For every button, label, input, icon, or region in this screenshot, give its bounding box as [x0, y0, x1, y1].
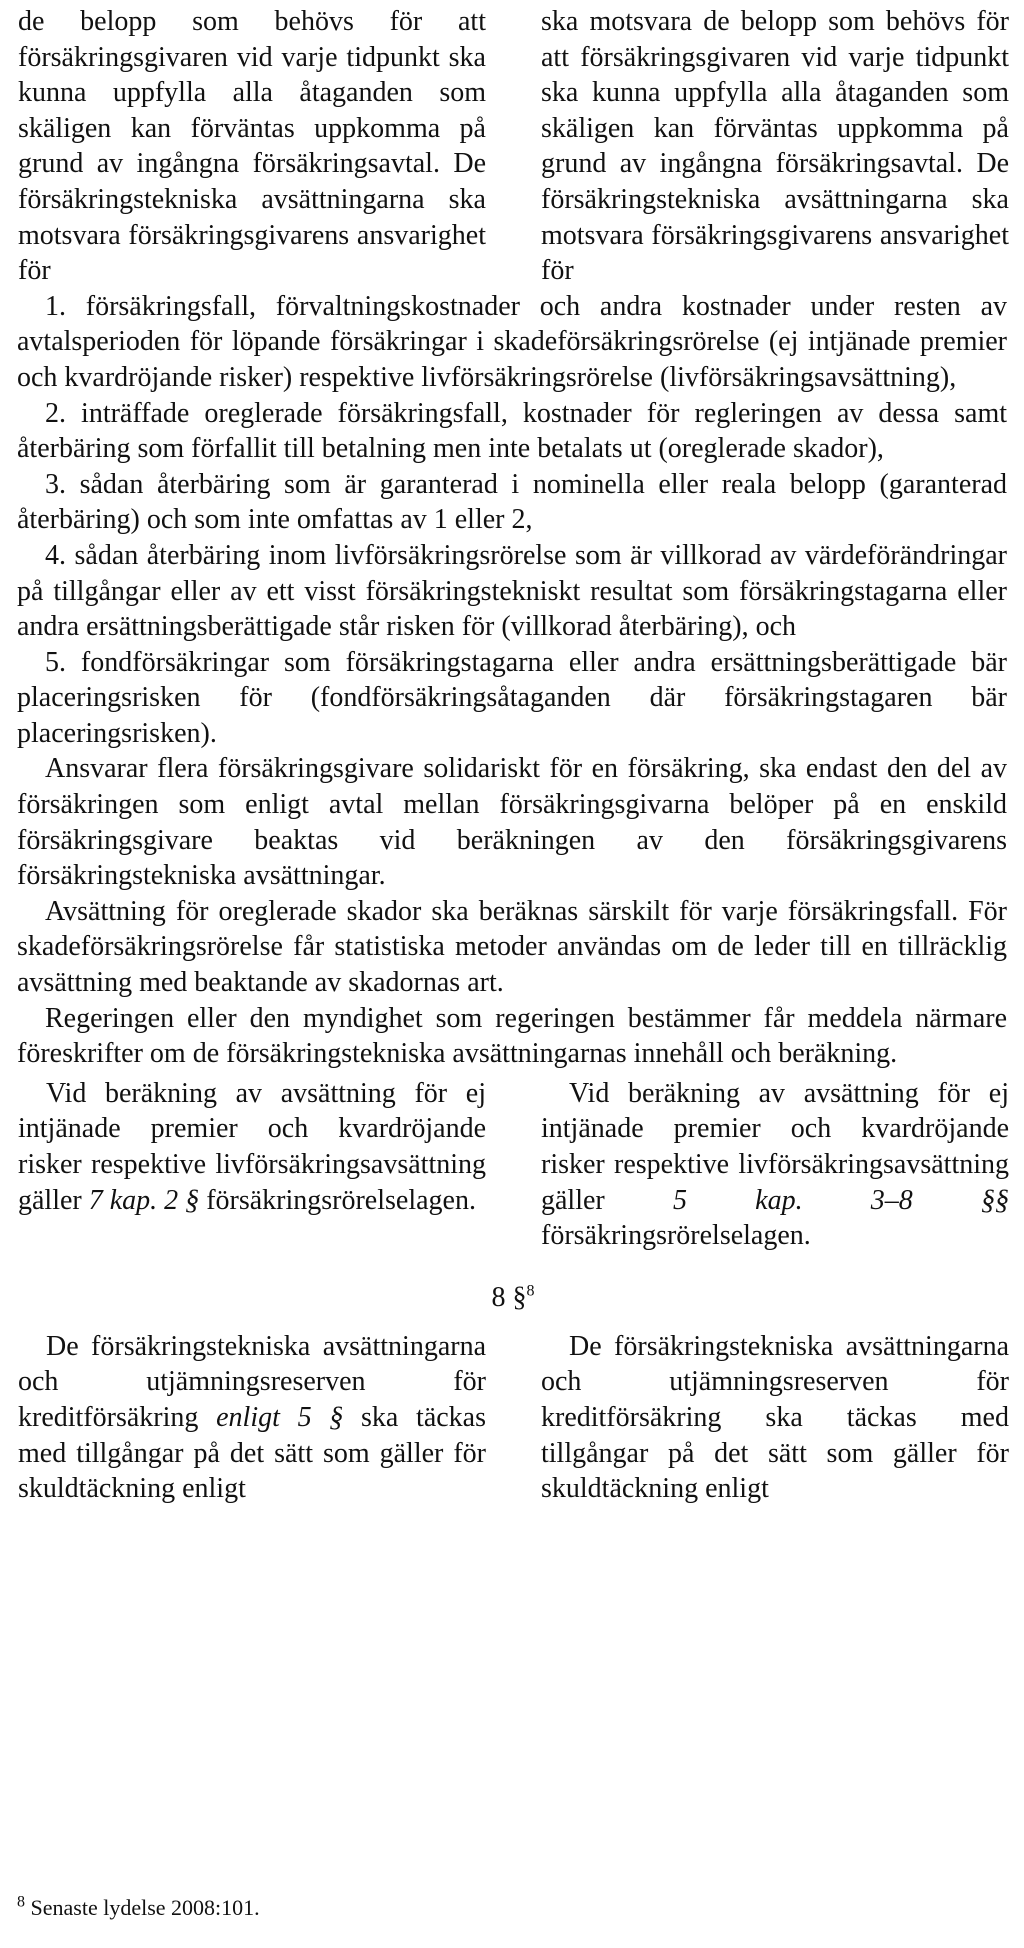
paragraph: Avsättning för oreglerade skador ska beräknas särskilt för varje försäkringsfall. För skadeförsäkringsrörelse får statistiska metoder användas om de leder till en tillräcklig avsättning med beaktande av skadornas art.	[17, 895, 1007, 999]
bottom-right-column-text: De försäkringstekniska avsättningarna och utjämningsreserven för kreditförsäkring ska täckas med tillgångar på det sätt som gäller för skuldtäckning enligt	[541, 1330, 1009, 1505]
footnote-text: Senaste lydelse 2008:101.	[25, 1895, 260, 1920]
footnote-reference: 8	[526, 1282, 535, 1300]
bottom-columns	[17, 1329, 1009, 1507]
top-right-column-text: ska motsvara de belopp som behövs för att försäkringsgivaren vid varje tidpunkt ska kunna uppfylla alla åtaganden som skäligen kan förväntas uppkomma på grund av ingångna försäkringsavtal. De försäkringstekniska avsättningarna ska motsvara försäkringsgivarens ansvarighet för	[541, 6, 1009, 287]
paragraph: Regeringen eller den myndighet som regeringen bestämmer får meddela närmare föreskrifter om de försäkringstekniska avsättningarnas innehåll och beräkning.	[17, 1002, 1007, 1070]
footnote-mark: 8	[17, 1893, 25, 1911]
text-fragment: De försäkringstekniska avsättningarna och utjämningsreserven för kreditförsäkring	[18, 1330, 486, 1433]
text-fragment: försäkringsrörelselagen.	[541, 1220, 811, 1252]
document-page	[17, 4, 1009, 1507]
middle-right-column-text	[541, 1076, 1009, 1254]
section-heading	[17, 1280, 1009, 1315]
text-fragment: ska täckas med tillgångar på det sätt som gäller för skuldtäckning enligt	[18, 1401, 486, 1505]
paragraph: Ansvarar flera försäkringsgivare solidariskt för en försäkring, ska endast den del av försäkringen som enligt avtal mellan försäkringsgivarna belöper på en enskild försäkringsgivare beaktas vid beräkningen av den försäkringsgivarens försäkringstekniska avsättningar.	[17, 753, 1007, 892]
list-item: 4. sådan återbäring inom livförsäkringsrörelse som är villkorad av värdeförändringar på tillgångar eller av ett visst försäkringstekniskt resultat som försäkringstagarna eller andra ersättningsberättigade står risken för (villkorad återbäring), och	[17, 539, 1007, 643]
list-item: 2. inträffade oreglerade försäkringsfall, kostnader för regleringen av dessa samt återbäring som förfallit till betalning men inte betalats ut (oreglerade skador),	[17, 397, 1007, 465]
list-item: 5. fondförsäkringar som försäkringstagarna eller andra ersättningsberättigade bär placeringsrisken för (fondförsäkringsåtaganden där försäkringstagaren bär placeringsrisken).	[17, 646, 1007, 749]
list-item: 3. sådan återbäring som är garanterad i nominella eller reala belopp (garanterad återbäring) och som inte omfattas av 1 eller 2,	[17, 468, 1007, 536]
middle-columns	[17, 1076, 1009, 1254]
law-reference: 5 kap. 3–8 §§	[672, 1184, 1009, 1216]
numbered-list	[17, 289, 1009, 752]
law-reference: 7 kap. 2 §	[88, 1184, 200, 1216]
law-reference: enligt 5 §	[216, 1401, 344, 1433]
section-label: 8 §	[491, 1281, 527, 1313]
top-columns	[17, 4, 1009, 289]
top-left-column-text: de belopp som behövs för att försäkringsgivaren vid varje tidpunkt ska kunna uppfylla alla åtaganden som skäligen kan förväntas uppkomma på grund av ingångna försäkringsavtal. De försäkringstekniska avsättningarna ska motsvara försäkringsgivarens ansvarighet för	[18, 6, 486, 287]
bottom-left-column-text	[18, 1329, 486, 1507]
text-fragment: Vid beräkning av avsättning för ej intjänade premier och kvardröjande risker respektive livförsäkringsavsättning gäller	[541, 1077, 1009, 1216]
text-fragment: Vid beräkning av avsättning för ej intjänade premier och kvardröjande risker respektive livförsäkringsavsättning gäller	[18, 1077, 486, 1216]
list-item: 1. försäkringsfall, förvaltningskostnader och andra kostnader under resten av avtalsperioden för löpande försäkringar i skadeförsäkringsrörelse (ej intjänade premier och kvardröjande risker) respektive livförsäkringsrörelse (livförsäkringsavsättning),	[17, 290, 1007, 393]
text-fragment: försäkringsrörelselagen.	[199, 1184, 476, 1216]
middle-left-column-text	[18, 1076, 486, 1254]
footnote	[17, 1895, 260, 1921]
